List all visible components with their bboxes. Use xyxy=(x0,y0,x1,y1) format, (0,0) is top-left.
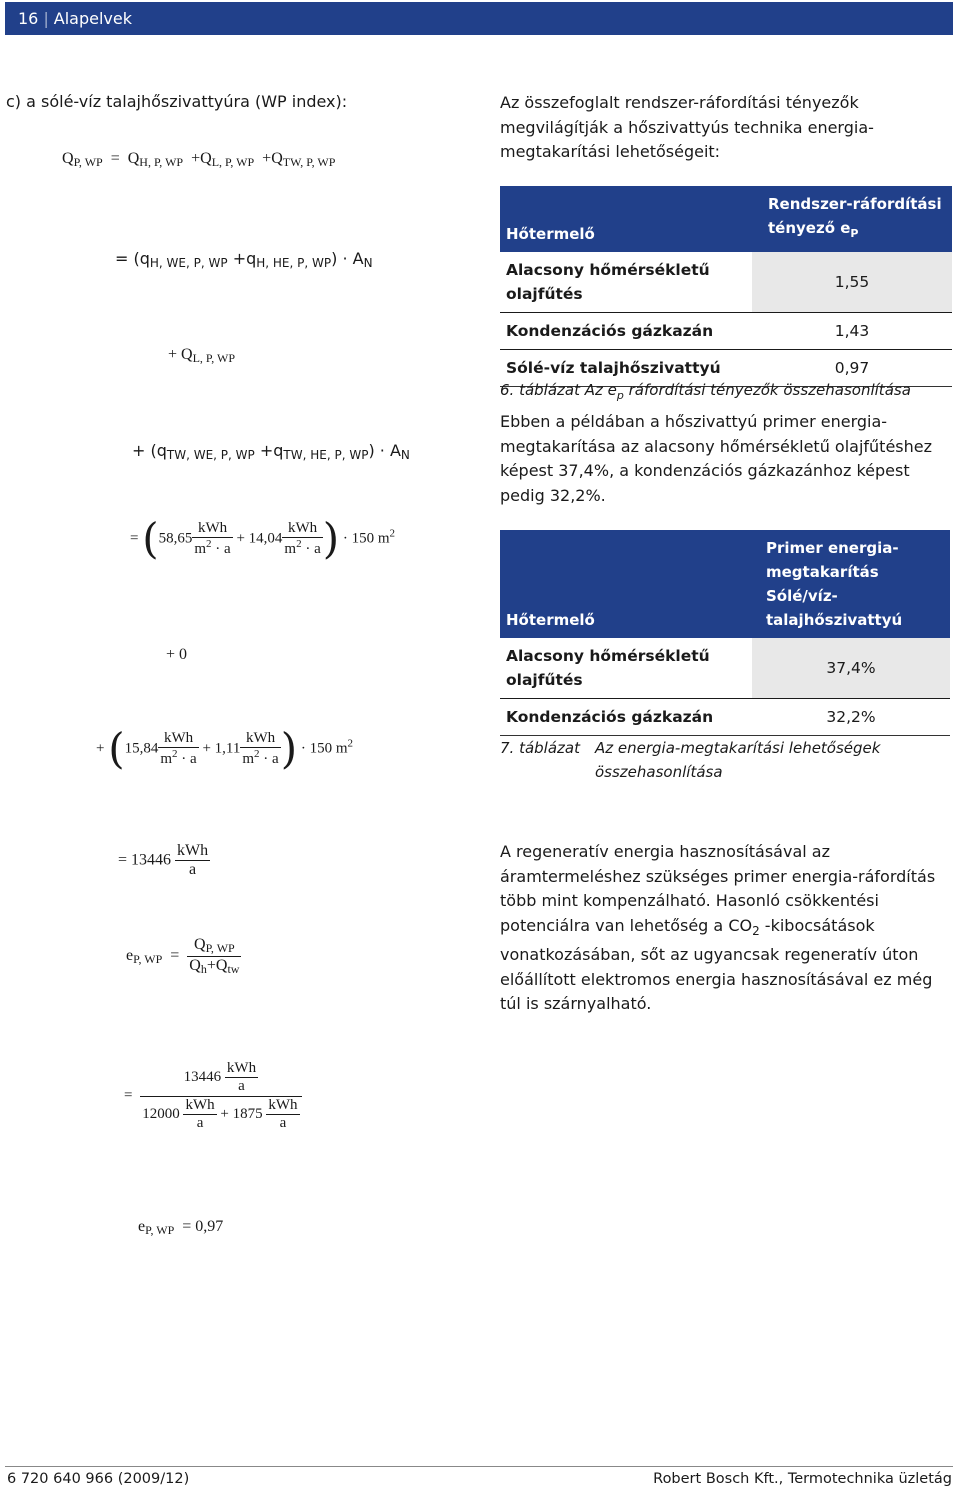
formula-ventilation-term: + $Q_{L, P, WP}$ xyxy=(168,346,236,365)
formula-hot-water-values: + (15,84 $\frac{\text{kWh}}{m^2 \cdot a}$ + 1,11 $\frac{\text{kWh}}{m^2 \cdot a}$ ) · 150 $m^2$ xyxy=(96,724,353,773)
formula-ep-result: $e_{P, WP} = 0,97$ xyxy=(138,1218,224,1237)
left-intro: c) a sólé-víz talajhőszivattyúra (WP index): xyxy=(6,92,348,111)
right-intro-paragraph: Az összefoglalt rendszer-ráfordítási tényezők megvilágítják a hőszivattyús technika energia-megtakarítási lehetőségeit: xyxy=(500,93,874,161)
row-label: Alacsony hőmérsékletű olajfűtés xyxy=(500,638,752,699)
row-label: Sólé-víz talajhőszivattyú xyxy=(500,350,752,387)
table-7-col-savings: Primer energia-megtakarítás Sólé/víz-talajhőszivattyú xyxy=(752,530,950,638)
row-label: Kondenzációs gázkazán xyxy=(500,699,752,736)
table-6 xyxy=(500,186,952,387)
formula-qp-sum: $Q_{P, WP} = Q_{H, P, WP} +Q_{L, P, WP} +Q_{TW, P, WP}$ xyxy=(62,150,336,169)
table-row xyxy=(500,252,952,313)
formula-heating-values: = (58,65 $\frac{\text{kWh}}{m^2 \cdot a}$ + 14,04 $\frac{\text{kWh}}{m^2 \cdot a}$ ) · 150 $m^2$ xyxy=(130,514,396,563)
table-row xyxy=(500,313,952,350)
table-7-header xyxy=(500,530,950,638)
header-text xyxy=(18,9,132,28)
table-7 xyxy=(500,530,950,736)
formula-zero-term: + 0 xyxy=(166,646,188,663)
footer-doc-number: 6 720 640 966 (2009/12) xyxy=(7,1471,190,1487)
formula-hot-water-term: + $(q_{TW, WE, P, WP} +q_{TW, HE, P, WP}) \cdot A_N$ xyxy=(132,441,410,462)
footer-company: Robert Bosch Kft., Termotechnika üzletág xyxy=(653,1471,952,1487)
table-6-col-heat-source: Hőtermelő xyxy=(500,186,752,252)
row-label: Kondenzációs gázkazán xyxy=(500,313,752,350)
row-label: Alacsony hőmérsékletű olajfűtés xyxy=(500,252,752,313)
table-row xyxy=(500,699,950,736)
row-value: 1,43 xyxy=(752,313,952,350)
row-value: 0,97 xyxy=(752,350,952,387)
row-value: 1,55 xyxy=(752,252,952,313)
page-number: 16 xyxy=(18,9,39,28)
right-savings-paragraph: Ebben a példában a hőszivattyú primer energia-megtakarítása az alacsony hőmérsékletű olajfűtéshez képest 37,4%, a kondenzációs gázkazánhoz képest pedig 32,2%. xyxy=(500,412,933,505)
formula-ep-values: = 13446 $\frac{\text{kWh}}{a}$ 12000 $\frac{\text{kWh}}{a}$ + 1875 $\frac{\text{kWh}}{a}$ xyxy=(124,1060,302,1132)
row-value: 37,4% xyxy=(752,638,950,699)
table-6-header xyxy=(500,186,952,252)
header-divider: | xyxy=(43,9,49,28)
table-7-caption: 7. táblázat Az energia-megtakarítási lehetőségek összehasonlítása xyxy=(500,739,881,781)
table-7-col-heat-source: Hőtermelő xyxy=(500,530,752,638)
right-regenerative-paragraph: A regeneratív energia hasznosításával az áramtermeléshez szükséges primer energia-ráfordítás több mint kompenzálható. Hasonló csökkentési potenciálra van lehetőség a $CO_2$ -kibocsátások vonatkozásában, sőt az ugyancsak regeneratív úton előállított elektromos energia hasznosításával ez még túl is szárnyalható. xyxy=(500,842,936,1014)
row-value: 32,2% xyxy=(752,699,950,736)
table-6-col-ep: Rendszer-ráfordítási tényező $e_P$ xyxy=(752,186,952,252)
table-row xyxy=(500,638,950,699)
section-title: Alapelvek xyxy=(53,9,132,28)
formula-ep-definition: $e_{P, WP}$ = $\frac{Q_{P, WP}}{Q_h+Q_{tw}}$ xyxy=(126,936,240,976)
page-header xyxy=(5,2,953,35)
formula-total-result: = 13446 $\frac{\text{kWh}}{a}$ xyxy=(118,842,209,879)
table-6-caption: 6. táblázat Az $e_p$ ráfordítási tényezők összehasonlítása xyxy=(500,381,911,402)
formula-heating-term: = $(q_{H, WE, P, WP} +q_{H, HE, P, WP}) \cdot A_N$ xyxy=(115,249,373,270)
footer-divider xyxy=(5,1466,953,1467)
